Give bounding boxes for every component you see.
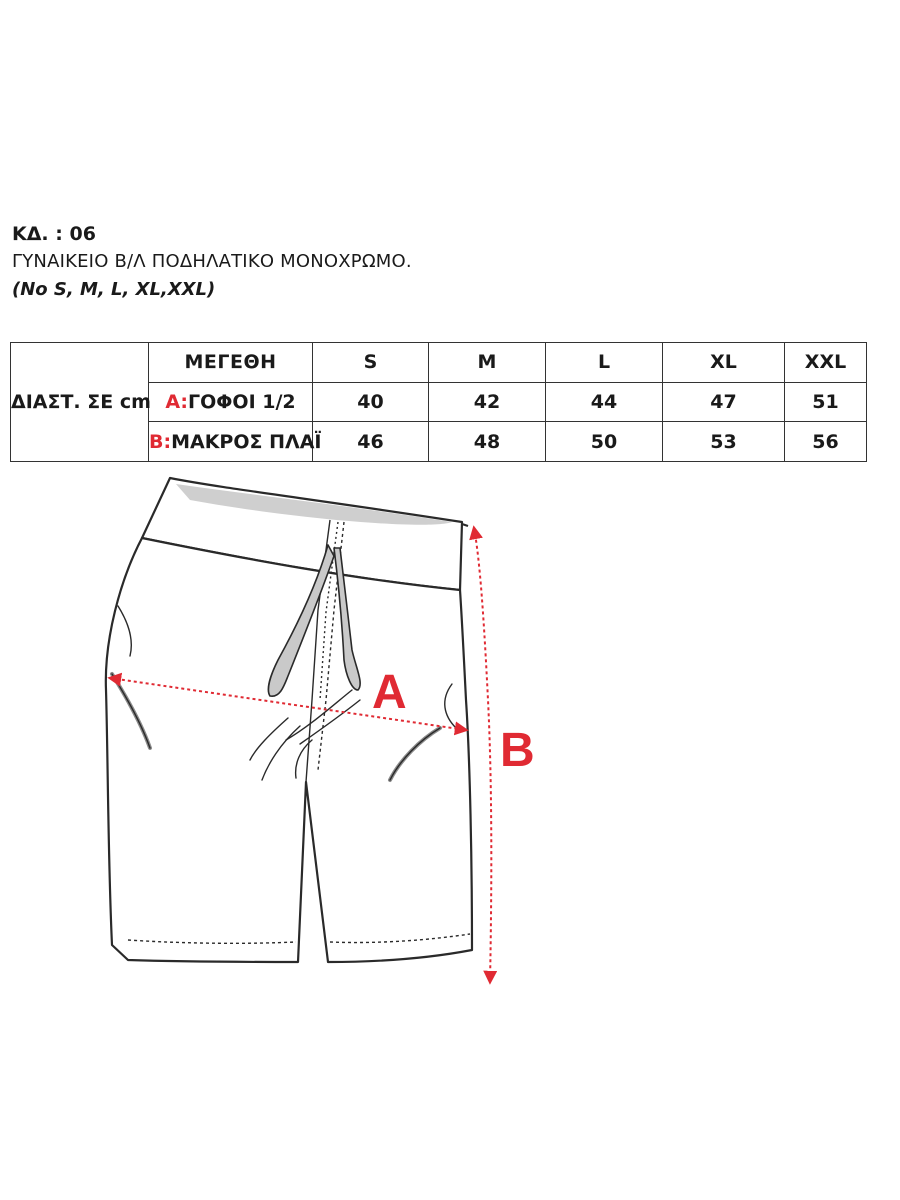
row-key-b: B: <box>149 430 172 453</box>
table-cell: 44 <box>546 382 663 422</box>
table-cell: 48 <box>429 422 546 462</box>
table-cell: 51 <box>785 382 867 422</box>
size-col-s: S <box>313 343 429 383</box>
shorts-technical-drawing <box>0 460 900 1020</box>
table-cell: 40 <box>313 382 429 422</box>
dimension-unit-label: ΔΙΑΣΤ. ΣΕ cm <box>11 343 149 462</box>
measurement-a-label: A <box>372 666 407 719</box>
product-header <box>12 220 412 304</box>
row-label-side-length <box>149 422 322 462</box>
table-cell: 53 <box>663 422 785 462</box>
row-key-a: A: <box>165 390 188 413</box>
size-col-xl: XL <box>663 343 785 383</box>
size-header-row <box>11 343 867 383</box>
row-text-side-length: ΜΑΚΡΟΣ ΠΛΑΪ <box>171 430 322 453</box>
size-col-xxl: XXL <box>785 343 867 383</box>
measurement-b-arrow <box>474 528 491 982</box>
table-cell: 47 <box>663 382 785 422</box>
size-header-label: ΜΕΓΕΘΗ <box>149 343 313 383</box>
size-chart-table <box>10 342 867 462</box>
measurement-b-label: B <box>500 724 535 777</box>
row-text-hips: ΓΟΦΟΙ 1/2 <box>188 390 296 413</box>
table-cell: 42 <box>429 382 546 422</box>
row-label-hips <box>149 382 313 422</box>
size-col-m: M <box>429 343 546 383</box>
table-cell: 46 <box>313 422 429 462</box>
available-sizes-note: (No S, M, L, XL,XXL) <box>12 279 216 300</box>
table-cell: 56 <box>785 422 867 462</box>
shorts-body <box>106 538 472 962</box>
size-col-l: L <box>546 343 663 383</box>
table-cell: 50 <box>546 422 663 462</box>
product-code: ΚΔ. : 06 <box>12 223 96 245</box>
product-description: ΓΥΝΑΙΚΕΙΟ Β/Λ ΠΟΔΗΛΑΤΙΚΟ ΜΟΝΟΧΡΩΜΟ. <box>12 251 412 272</box>
